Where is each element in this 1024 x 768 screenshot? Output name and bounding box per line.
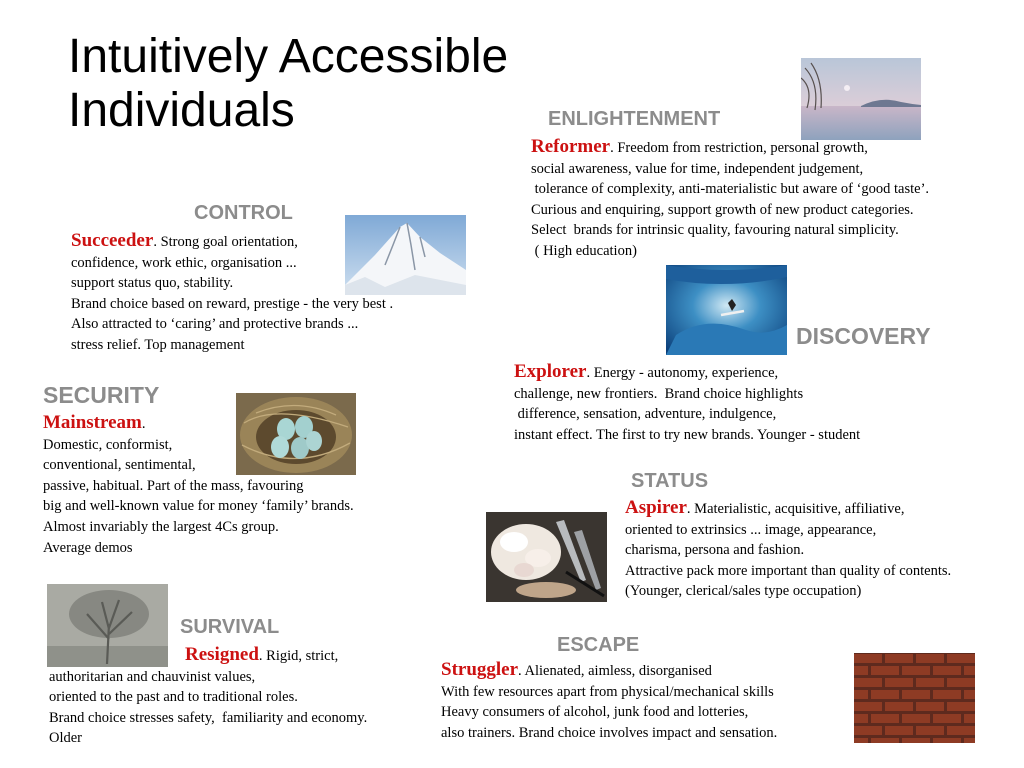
security-text bbox=[43, 413, 354, 558]
survival-heading: SURVIVAL bbox=[180, 616, 280, 638]
discovery-line-4: instant effect. The first to try new brands. Younger - student bbox=[514, 426, 861, 443]
escape-line-1: Struggler. Alienated, aimless, disorganised bbox=[441, 659, 712, 680]
enlightenment-line-3: tolerance of complexity, anti-materialistic but aware of ‘good taste’. bbox=[531, 181, 930, 198]
control-line-6: stress relief. Top management bbox=[71, 336, 245, 353]
champagne-flowers-image bbox=[486, 512, 607, 602]
control-segment: Succeeder bbox=[71, 230, 154, 251]
escape-line-3: Heavy consumers of alcohol, junk food and lotteries, bbox=[441, 704, 749, 721]
escape-line-4: also trainers. Brand choice involves impact and sensation. bbox=[441, 724, 778, 741]
enlightenment-text bbox=[531, 137, 929, 262]
enlightenment-heading: ENLIGHTENMENT bbox=[548, 108, 721, 130]
title-line-2: Individuals bbox=[68, 84, 295, 137]
control-line-3: support status quo, stability. bbox=[71, 275, 234, 292]
status-segment: Aspirer bbox=[625, 497, 687, 518]
survival-text bbox=[49, 645, 367, 749]
security-line-2: Domestic, conformist, bbox=[43, 436, 173, 453]
control-heading: CONTROL bbox=[194, 202, 293, 224]
enlightenment-segment: Reformer bbox=[531, 136, 611, 157]
enlightenment-line-2: social awareness, value for time, independent judgement, bbox=[531, 160, 864, 177]
security-line-5: big and well-known value for money ‘family’ brands. bbox=[43, 498, 354, 515]
control-line-5: Also attracted to ‘caring’ and protective brands ... bbox=[71, 316, 359, 333]
discovery-segment: Explorer bbox=[514, 361, 587, 382]
status-line-4: Attractive pack more important than quality of contents. bbox=[625, 562, 952, 579]
escape-line-2: With few resources apart from physical/mechanical skills bbox=[441, 683, 774, 700]
status-text bbox=[625, 498, 951, 602]
security-heading: SECURITY bbox=[43, 382, 160, 408]
escape-text bbox=[441, 660, 777, 743]
brick-wall-image bbox=[854, 653, 975, 743]
title-line-1: Intuitively Accessible bbox=[68, 30, 509, 83]
control-text bbox=[71, 231, 393, 356]
status-line-1: Aspirer. Materialistic, acquisitive, affiliative, bbox=[625, 497, 905, 518]
status-line-2: oriented to extrinsics ... image, appearance, bbox=[625, 521, 877, 538]
enlightenment-line-4: Curious and enquiring, support growth of new product categories. bbox=[531, 201, 914, 218]
lake-dusk-image bbox=[801, 58, 921, 140]
control-line-4: Brand choice based on reward, prestige - the very best . bbox=[71, 295, 394, 312]
security-line-4: passive, habitual. Part of the mass, favouring bbox=[43, 477, 304, 494]
security-line-7: Average demos bbox=[43, 539, 133, 556]
survival-line-5: Older bbox=[49, 730, 83, 747]
slide-title bbox=[68, 30, 588, 138]
control-line-1: Succeeder. Strong goal orientation, bbox=[71, 230, 298, 251]
security-line-1: Mainstream. bbox=[43, 412, 146, 433]
security-line-6: Almost invariably the largest 4Cs group. bbox=[43, 518, 279, 535]
enlightenment-line-5: Select brands for intrinsic quality, favouring natural simplicity. bbox=[531, 222, 899, 239]
survival-line-4: Brand choice stresses safety, familiarity and economy. bbox=[49, 709, 368, 726]
status-heading: STATUS bbox=[631, 470, 709, 492]
enlightenment-line-6: ( High education) bbox=[531, 242, 637, 259]
survival-line-2: authoritarian and chauvinist values, bbox=[49, 668, 256, 685]
discovery-line-3: difference, sensation, adventure, indulgence, bbox=[514, 406, 777, 423]
discovery-line-2: challenge, new frontiers. Brand choice highlights bbox=[514, 385, 804, 402]
status-line-5: (Younger, clerical/sales type occupation) bbox=[625, 583, 862, 600]
security-segment: Mainstream bbox=[43, 412, 142, 433]
survival-segment: Resigned bbox=[185, 644, 259, 665]
surfer-wave-image bbox=[666, 265, 787, 355]
security-line-3: conventional, sentimental, bbox=[43, 457, 196, 474]
control-line-2: confidence, work ethic, organisation ... bbox=[71, 254, 297, 271]
status-line-3: charisma, persona and fashion. bbox=[625, 542, 805, 559]
discovery-line-1: Explorer. Energy - autonomy, experience, bbox=[514, 361, 779, 382]
survival-line-3: oriented to the past and to traditional roles. bbox=[49, 689, 298, 706]
survival-line-1: Resigned. Rigid, strict, bbox=[185, 644, 339, 665]
discovery-heading: DISCOVERY bbox=[796, 323, 931, 349]
enlightenment-line-1: Reformer. Freedom from restriction, personal growth, bbox=[531, 136, 868, 157]
escape-segment: Struggler bbox=[441, 659, 519, 680]
discovery-text bbox=[514, 362, 860, 445]
escape-heading: ESCAPE bbox=[557, 634, 640, 656]
